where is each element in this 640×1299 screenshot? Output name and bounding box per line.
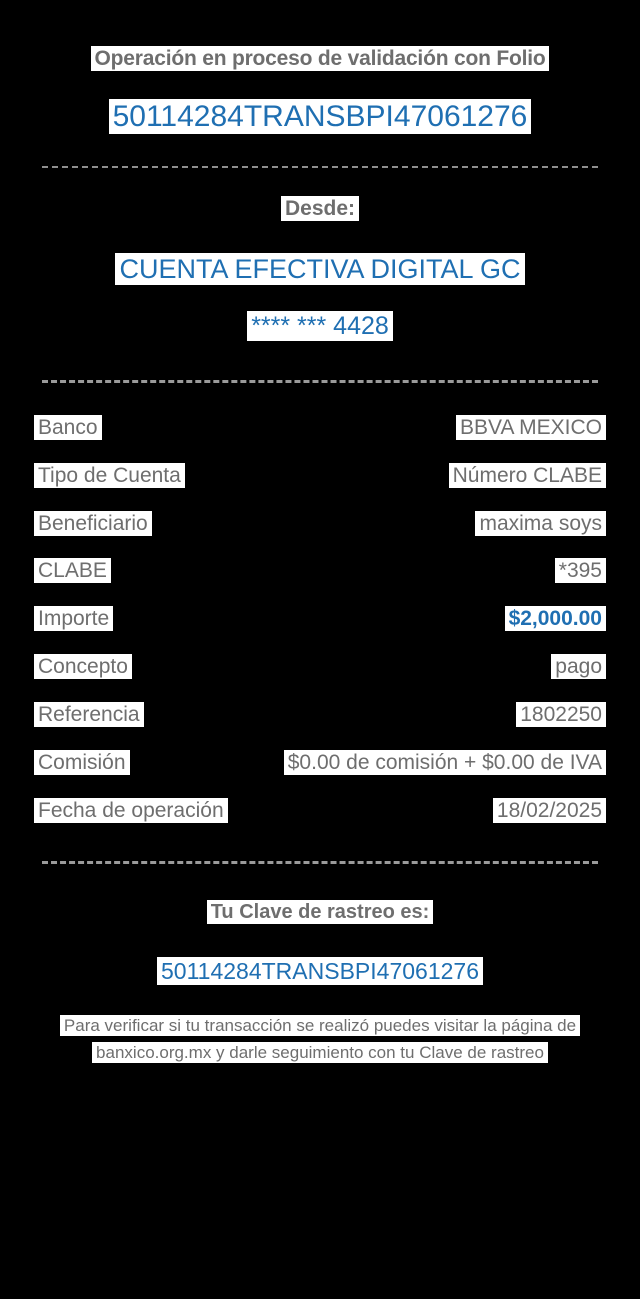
- detail-value-text: $2,000.00: [505, 606, 606, 631]
- detail-row-banco: [34, 413, 606, 443]
- from-section-label-container: [20, 194, 620, 224]
- detail-row-tipo-de-cuenta: [34, 461, 606, 491]
- divider-middle: [42, 380, 598, 383]
- detail-value: [156, 700, 606, 730]
- detail-label-text: Comisión: [34, 750, 130, 775]
- detail-value-text: $0.00 de comisión + $0.00 de IVA: [284, 750, 606, 775]
- detail-value: [123, 556, 606, 586]
- divider-top: [42, 166, 598, 168]
- detail-row-beneficiario: [34, 509, 606, 539]
- source-account-name: CUENTA EFECTIVA DIGITAL GC: [115, 253, 524, 285]
- detail-row-fecha-de-operacion: [34, 796, 606, 826]
- receipt-header: [20, 0, 620, 74]
- folio-value: 50114284TRANSBPI47061276: [109, 99, 532, 134]
- detail-label: [34, 652, 132, 682]
- detail-value: [142, 748, 606, 778]
- detail-row-importe: [34, 604, 606, 634]
- detail-value: [144, 652, 606, 682]
- detail-value-text: BBVA MEXICO: [456, 415, 606, 440]
- detail-value-text: Número CLABE: [449, 463, 606, 488]
- detail-value-text: 1802250: [516, 702, 606, 727]
- detail-label-text: Referencia: [34, 702, 144, 727]
- detail-value-text: 18/02/2025: [493, 798, 606, 823]
- detail-label-text: Concepto: [34, 654, 132, 679]
- source-account-mask: **** *** 4428: [247, 311, 393, 341]
- detail-rows: [20, 413, 620, 825]
- tracking-key-container: [20, 955, 620, 988]
- detail-row-concepto: [34, 652, 606, 682]
- divider-bottom: [42, 861, 598, 864]
- detail-label: [34, 461, 185, 491]
- detail-label: [34, 556, 111, 586]
- detail-value: [164, 509, 606, 539]
- folio-container: [20, 96, 620, 139]
- detail-row-clabe: [34, 556, 606, 586]
- source-account-mask-container: [20, 309, 620, 345]
- detail-label-text: Banco: [34, 415, 102, 440]
- detail-label-text: Tipo de Cuenta: [34, 463, 185, 488]
- footnote-container: [20, 1013, 620, 1066]
- page-title: Operación en proceso de validación con Folio: [91, 46, 550, 71]
- detail-value-text: pago: [551, 654, 606, 679]
- detail-label-text: Fecha de operación: [34, 798, 228, 823]
- detail-value-text: maxima soys: [475, 511, 606, 536]
- detail-label-text: Importe: [34, 606, 113, 631]
- detail-label-text: CLABE: [34, 558, 111, 583]
- tracking-title-container: [20, 898, 620, 926]
- detail-label: [34, 509, 152, 539]
- detail-value-amount: [125, 604, 606, 634]
- tracking-title: Tu Clave de rastreo es:: [207, 900, 434, 924]
- tracking-key[interactable]: 50114284TRANSBPI47061276: [157, 957, 483, 985]
- detail-label: [34, 796, 228, 826]
- detail-label: [34, 413, 102, 443]
- detail-row-referencia: [34, 700, 606, 730]
- detail-value: [114, 413, 606, 443]
- detail-row-comision: [34, 748, 606, 778]
- detail-label: [34, 700, 144, 730]
- footnote-text: Para verificar si tu transacción se realizó puedes visitar la página de banxico.org.mx y darle seguimiento con tu Clave de rastreo: [60, 1015, 580, 1062]
- detail-value: [197, 461, 606, 491]
- source-account-name-container: [20, 250, 620, 288]
- detail-label: [34, 604, 113, 634]
- detail-value-text: *395: [555, 558, 606, 583]
- from-label: Desde:: [281, 196, 359, 221]
- detail-label-text: Beneficiario: [34, 511, 152, 536]
- detail-label: [34, 748, 130, 778]
- detail-value: [240, 796, 606, 826]
